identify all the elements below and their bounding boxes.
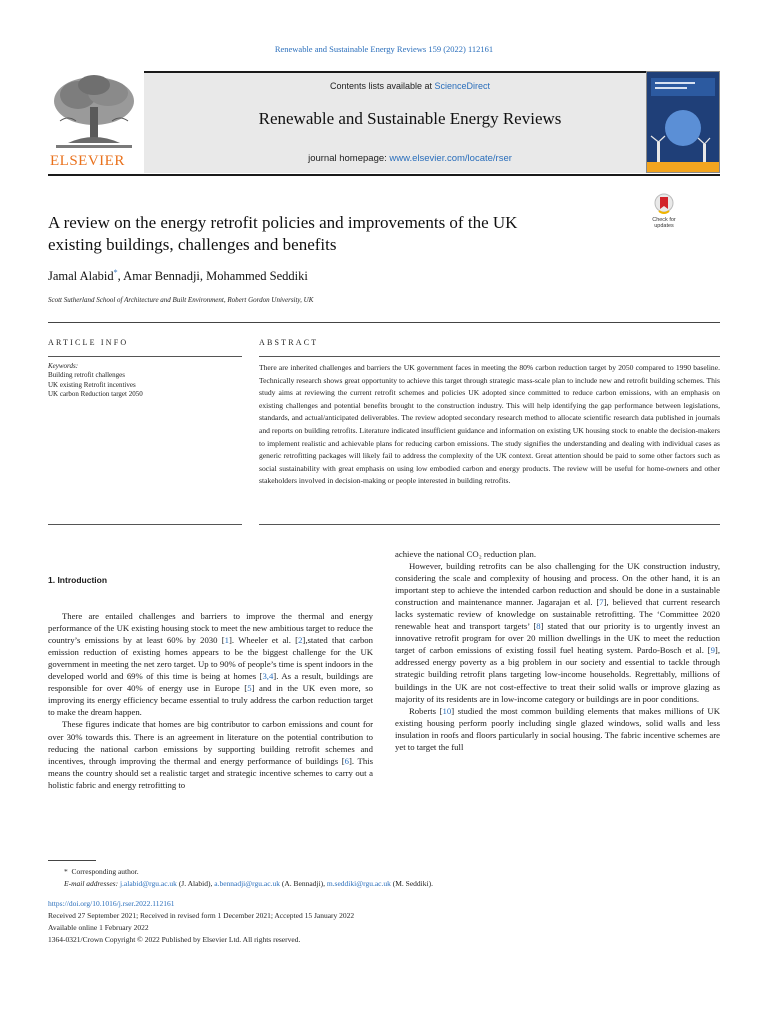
journal-cover-icon xyxy=(647,72,719,172)
title-bottom-rule xyxy=(48,322,720,323)
body-right-column xyxy=(395,548,720,753)
journal-cover-image[interactable] xyxy=(646,71,720,173)
citation-link[interactable]: 1 xyxy=(224,635,229,646)
article-title-line-2: existing buildings, challenges and benefits xyxy=(48,235,337,254)
email-link[interactable]: j.alabid@rgu.ac.uk xyxy=(119,879,177,888)
citation-link[interactable]: 9 xyxy=(710,645,715,656)
email-owner: (A. Bennadji), xyxy=(279,879,327,888)
homepage-prefix: journal homepage: xyxy=(308,153,390,164)
citation-link[interactable]: 6 xyxy=(344,755,349,766)
copyright-line: 1364-0321/Crown Copyright © 2022 Published by Elsevier Ltd. All rights reserved. xyxy=(48,935,301,944)
available-online: Available online 1 February 2022 xyxy=(48,923,149,932)
check-updates-label: Check for updates xyxy=(652,217,676,229)
contents-availability xyxy=(144,81,676,91)
elsevier-logo[interactable] xyxy=(48,71,140,171)
footnote-marker: * xyxy=(64,867,68,876)
elsevier-tree-icon xyxy=(48,71,140,153)
doi-link[interactable]: https://doi.org/10.1016/j.rser.2022.112161 xyxy=(48,899,175,908)
email-owner: (M. Seddiki). xyxy=(390,879,433,888)
footnotes xyxy=(48,866,720,890)
journal-homepage xyxy=(144,153,676,164)
body-paragraph: These figures indicate that homes are big contributor to carbon emissions and count for over 30% towards this. There is an agreement in literature on the potential contribution to reducing the national carbon emissions by supporting building retrofit schemes and incentives, through improving the thermal and energy performance of buildings [6]. This means the country should set a realistic target and strategic incentive schemes to carry out a holistic fabric and energy retrofitting to xyxy=(48,719,373,790)
corresponding-author-note xyxy=(48,866,720,878)
sciencedirect-link[interactable]: ScienceDirect xyxy=(434,81,491,91)
body-paragraph: achieve the national CO₂ reduction plan. xyxy=(395,549,537,559)
contents-prefix: Contents lists available at xyxy=(329,81,435,91)
publication-metadata xyxy=(48,898,720,946)
received-dates: Received 27 September 2021; Received in revised form 1 December 2021; Accepted 15 January 2022 xyxy=(48,911,355,920)
check-for-updates-button[interactable] xyxy=(646,193,682,233)
article-title xyxy=(48,212,608,256)
citation-link[interactable]: 8 xyxy=(536,621,541,632)
article-title-line-1: A review on the energy retrofit policies and improvements of the UK xyxy=(48,213,518,232)
citation-link[interactable]: 10 xyxy=(442,705,452,716)
masthead-rule xyxy=(48,174,720,176)
email-link[interactable]: m.seddiki@rgu.ac.uk xyxy=(326,879,391,888)
section-heading-introduction: 1. Introduction xyxy=(48,575,108,585)
body-paragraph: Roberts [10] studied the most common building elements that makes millions of UK existing housing perform poorly including single glazed windows, solid walls and less insulation in roofs and floors particularly in social housing. The fabric incentive schemes are yet to target the full xyxy=(395,705,720,752)
journal-reference-link[interactable]: Renewable and Sustainable Energy Reviews 159 (2022) 112161 xyxy=(274,44,494,54)
email-link[interactable]: a.bennadji@rgu.ac.uk xyxy=(214,879,280,888)
article-info-heading: ARTICLE INFO xyxy=(48,338,129,347)
citation-link[interactable]: 7 xyxy=(599,597,604,608)
body-paragraph: However, building retrofits can be also challenging for the UK construction industry, considering the scale and complexity of housing and process. On the other hand, it is an important step to achieve the intended carbon reduction and should be done in a sustainable construction and maintenance manner. Jagarajan et al. [7], believed that current research lacks systematic review of knowledge on sustainable retrofitting. The ‘Committee 2020 renewable heat and transport targets’ [8] stated that our priority is to urgently invest an innovative retrofit program for over 20 million dwellings in the UK to meet the reduction target of carbon emissions of existing fossil fuel heating system. Pardo-Bosch et al. [9], addressed energy poverty as a big problem in our society and essential to tackle through strategic building retrofit plans targeting low-income households. Regrettably, millions of buildings in the UK are not cost-effective to treat their solid walls or improve glazing as majority of its residents are in low-income category or buildings are in poor conditions. xyxy=(395,561,720,704)
body-paragraph: There are entailed challenges and barriers to improve the thermal and energy performance of the UK existing housing stock to meet the new ambitious target to reduce the country’s emissions by at least 60% by 2030 [1]. Wheeler et al. [2],stated that carbon emission reduction of existing homes appears to be the biggest challenge for the UK government in meeting the net zero target. Up to 90% of people’s time is spent indoors in the developed world and 69% of this time is being at homes [3,4]. As a result, buildings are responsible for over 40% of energy use in Europe [5] and in the UK even more, so improving its energy efficiency became essential to truly address the carbon reduction target to make the dream happen. xyxy=(48,611,374,718)
citation-link[interactable]: 3,4 xyxy=(262,671,274,682)
corresponding-author-marker[interactable]: * xyxy=(113,268,118,277)
email-addresses xyxy=(48,878,720,890)
article-info-rule xyxy=(48,356,242,357)
citation-link[interactable]: 2 xyxy=(298,635,303,646)
email-owner: (J. Alabid), xyxy=(176,879,215,888)
keyword-item[interactable]: Building retrofit challenges xyxy=(48,371,125,380)
check-updates-icon xyxy=(653,193,675,217)
author-alabid[interactable]: Jamal Alabid xyxy=(48,269,114,284)
corresponding-author-text: Corresponding author. xyxy=(71,867,139,876)
abstract-bottom-rule xyxy=(259,524,720,525)
abstract-heading: ABSTRACT xyxy=(259,338,319,347)
keyword-item[interactable]: UK carbon Reduction target 2050 xyxy=(48,389,143,398)
keywords-block xyxy=(48,362,238,399)
author-others[interactable]: , Amar Bennadji, Mohammed Seddiki xyxy=(117,269,308,284)
affiliation: Scott Sutherland School of Architecture and Built Environment, Robert Gordon University, UK xyxy=(48,296,314,304)
article-info-bottom-rule xyxy=(48,524,242,525)
journal-title: Renewable and Sustainable Energy Reviews xyxy=(258,109,562,128)
keyword-item[interactable]: UK existing Retrofit incentives xyxy=(48,380,136,389)
email-label: E-mail addresses: xyxy=(64,879,119,888)
abstract-rule xyxy=(259,356,720,357)
keywords-label: Keywords: xyxy=(48,362,79,370)
citation-link[interactable]: 5 xyxy=(247,683,252,694)
body-left-column xyxy=(48,548,373,791)
author-list xyxy=(48,268,308,284)
masthead xyxy=(48,71,720,175)
elsevier-wordmark: ELSEVIER xyxy=(50,153,125,169)
journal-banner xyxy=(144,71,676,173)
footnote-rule xyxy=(48,860,96,861)
homepage-link[interactable]: www.elsevier.com/locate/rser xyxy=(389,153,512,164)
abstract-text: There are inherited challenges and barriers the UK government faces in meeting the 80% carbon reduction target by 2050 compared to 1990 baseline. Technically research shows great opportunity to achieve this target through strategic mass-scale plan to include new and retrofit building schemes. This study aims at reviewing the current retrofit schemes and policies UK adopted since committed to reduce carbon emissions, with an emphasis on existing challenges and potential benefits brought to the construction industry. This will help identifying the gap performance between legislations, standards, and actual/anticipated deliverables. The review adopted secondary research method to allocate scientific research data published in journals and reports on building retrofits. Literature indicated insufficient guidance and information on existing UK housing stock to enable the decision-makers to implement realistic and achievable plans for reducing carbon emissions. The study signifies the understanding and dealing with individual cases as generic retrofitting packages will likely fail to address the complexity of the UK context. Great attention should be paid to some other factors such as social sustainability with great emphasis on using low embodied carbon and energy products. The review will be useful for home-owners and other stakeholders involved in decision-making or people interested in building retrofits. xyxy=(259,363,720,486)
